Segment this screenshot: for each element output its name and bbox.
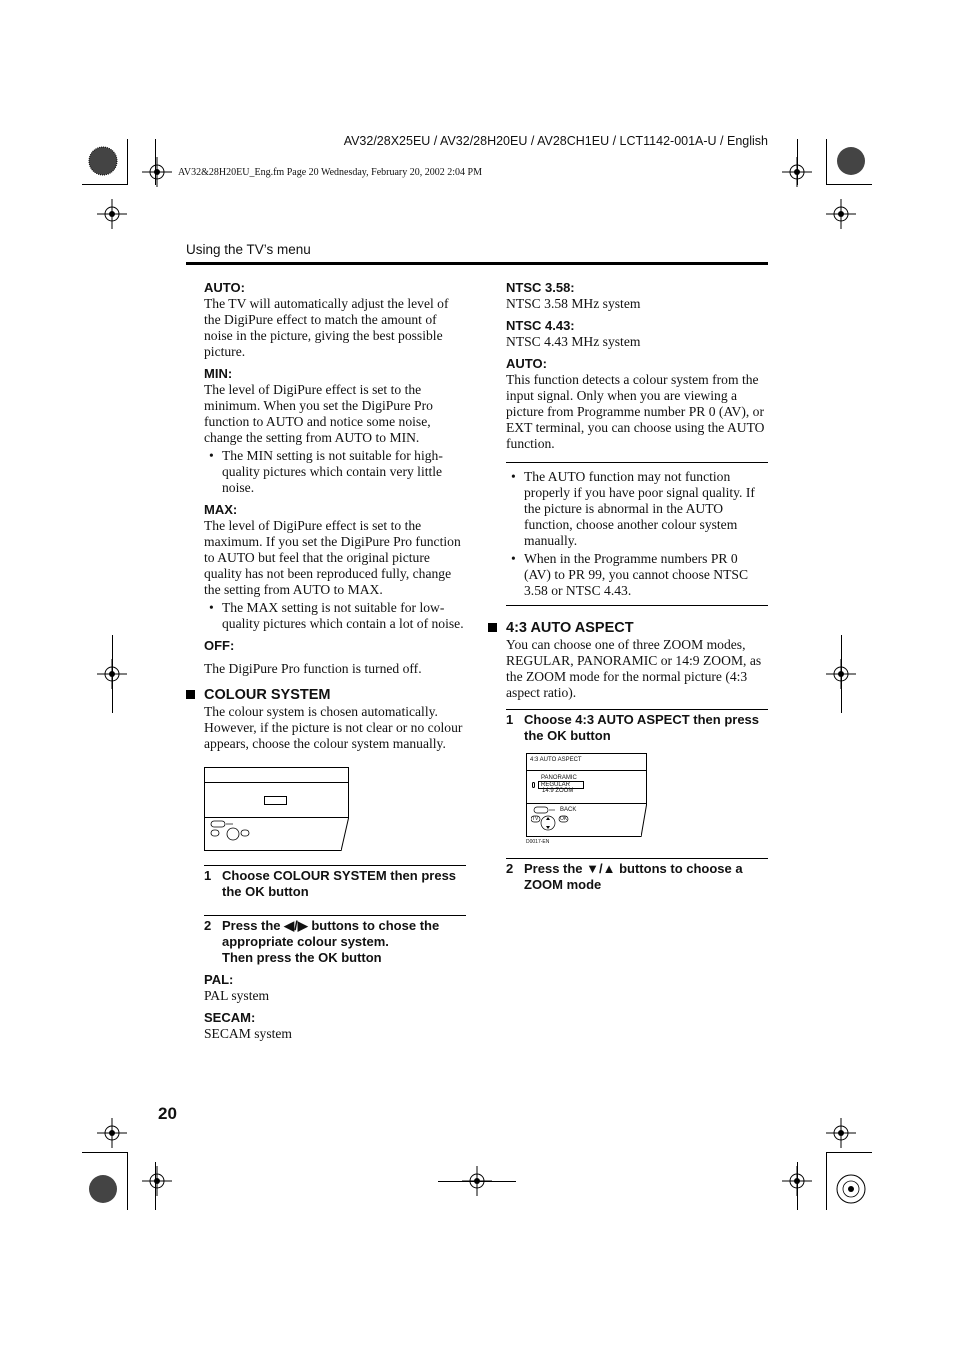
crosshair-mark-icon xyxy=(826,659,856,689)
remote-buttons-icon xyxy=(209,820,259,842)
screen-option-panoramic: PANORAMIC xyxy=(541,775,577,781)
colour-step-2: 2 Press the ◀/▶ buttons to chose the appropriate colour system. Then press the OK button xyxy=(204,915,466,966)
screen-title: 4:3 AUTO ASPECT xyxy=(530,757,582,763)
aspect-step-2: 2 Press the ▼/▲ buttons to choose a ZOOM mode xyxy=(506,858,768,893)
aspect-screen xyxy=(526,753,647,837)
ntsc443-text: NTSC 4.43 MHz system xyxy=(506,334,641,349)
screen-back: BACK xyxy=(560,807,577,813)
auto-aspect-heading: 4:3 AUTO ASPECT xyxy=(506,619,768,637)
max-label: MAX: xyxy=(204,502,238,517)
crop-mark xyxy=(826,184,872,185)
min-label: MIN: xyxy=(204,366,233,381)
crosshair-mark-icon xyxy=(782,1166,812,1196)
ntsc358-label: NTSC 3.58: xyxy=(506,280,575,295)
registration-starburst-icon xyxy=(88,1174,118,1204)
registration-starburst-icon xyxy=(836,1174,866,1204)
max-bullet: • The MAX setting is not suitable for low-quality pictures which contain a lot of noise. xyxy=(204,600,466,632)
min-bullet: • The MIN setting is not suitable for high-quality pictures which contain very little noise. xyxy=(204,448,466,496)
square-bullet-icon xyxy=(186,690,195,699)
selection-box xyxy=(264,796,287,805)
header-rule xyxy=(186,262,768,265)
crop-mark xyxy=(82,184,128,185)
off-label: OFF: xyxy=(204,638,235,653)
screen-option-regular: REGULAR xyxy=(538,781,584,789)
crop-mark xyxy=(826,139,827,185)
screen-option-zoom: 14:9 ZOOM xyxy=(542,788,574,794)
aspect-screen-wrap xyxy=(526,753,768,849)
colour-system-text: The colour system is chosen automatically. However, if the picture is not clear or no colour appears, choose the colour system manually. xyxy=(204,704,463,751)
crop-mark xyxy=(826,1152,872,1153)
max-text: The level of DigiPure effect is set to the maximum. If you set the DigiPure Pro function to AUTO but feel that the original picture quality has not been reproduced fully, change the setting from AUTO to MAX. xyxy=(204,518,461,597)
crosshair-mark-icon xyxy=(782,157,812,187)
aspect-step-1: 1 Choose 4:3 AUTO ASPECT then press the OK button xyxy=(506,709,768,744)
right-column xyxy=(506,280,768,893)
model-header: AV32/28X25EU / AV32/28H20EU / AV28CH1EU / LCT1142-001A-U / English xyxy=(343,134,768,148)
screen-tv: TV xyxy=(532,816,539,822)
colour-system-heading: COLOUR SYSTEM xyxy=(204,686,466,704)
crosshair-mark-icon xyxy=(142,1166,172,1196)
ntsc358-text: NTSC 3.58 MHz system xyxy=(506,296,641,311)
crosshair-mark-icon xyxy=(826,1118,856,1148)
screen-ok: OK xyxy=(560,816,568,822)
crop-mark xyxy=(127,1152,128,1210)
pal-text: PAL system xyxy=(204,988,270,1003)
file-info: AV32&28H20EU_Eng.fm Page 20 Wednesday, February 20, 2002 2:04 PM xyxy=(178,167,482,178)
off-text: The DigiPure Pro function is turned off. xyxy=(204,661,422,676)
crosshair-mark-icon xyxy=(142,157,172,187)
ntsc443-label: NTSC 4.43: xyxy=(506,318,575,333)
note-1: • The AUTO function may not function properly if you have poor signal quality. If the picture is abnormal in the AUTO function, choose another colour system manually. xyxy=(506,469,768,549)
colour-system-screen xyxy=(204,767,349,851)
left-column xyxy=(204,280,466,1042)
auto-label: AUTO: xyxy=(204,280,245,295)
notes-box xyxy=(506,462,768,606)
page-number: 20 xyxy=(158,1104,177,1123)
crop-mark xyxy=(82,1152,128,1153)
min-text: The level of DigiPure effect is set to the minimum. When you set the DigiPure Pro function to AUTO and notice some noise, change the setting from AUTO to MIN. xyxy=(204,382,433,445)
registration-starburst-icon xyxy=(836,146,866,176)
section-heading: Using the TV’s menu xyxy=(186,242,311,257)
square-bullet-icon xyxy=(488,623,497,632)
crosshair-mark-icon xyxy=(97,1118,127,1148)
auto-detect-text: This function detects a colour system from the input signal. Only when you are viewing a picture from Programme number PR 0 (AV), or EXT terminal, you can choose using the AUTO function. xyxy=(506,372,765,451)
pal-label: PAL: xyxy=(204,972,234,987)
colour-step-1: 1 Choose COLOUR SYSTEM then press the OK button xyxy=(204,865,466,900)
note-2: • When in the Programme numbers PR 0 (AV) to PR 99, you cannot choose NTSC 3.58 or NTSC 4.43. xyxy=(506,551,768,599)
screen-code: D0017-EN xyxy=(526,839,550,845)
auto-text: The TV will automatically adjust the level of the DigiPure effect to match the amount of noise in the picture, giving the best possible picture. xyxy=(204,296,449,359)
secam-text: SECAM system xyxy=(204,1026,292,1041)
secam-label: SECAM: xyxy=(204,1010,256,1025)
crosshair-mark-icon xyxy=(826,199,856,229)
crosshair-mark-icon xyxy=(97,199,127,229)
auto-detect-label: AUTO: xyxy=(506,356,547,371)
registration-starburst-icon xyxy=(88,146,118,176)
auto-aspect-text: You can choose one of three ZOOM modes, REGULAR, PANORAMIC or 14:9 ZOOM, as the ZOOM mode for the normal picture (4:3 aspect ratio). xyxy=(506,637,762,700)
crop-mark xyxy=(826,1152,827,1210)
crop-mark xyxy=(438,1181,516,1182)
crosshair-mark-icon xyxy=(97,659,127,689)
crop-mark xyxy=(127,139,128,185)
